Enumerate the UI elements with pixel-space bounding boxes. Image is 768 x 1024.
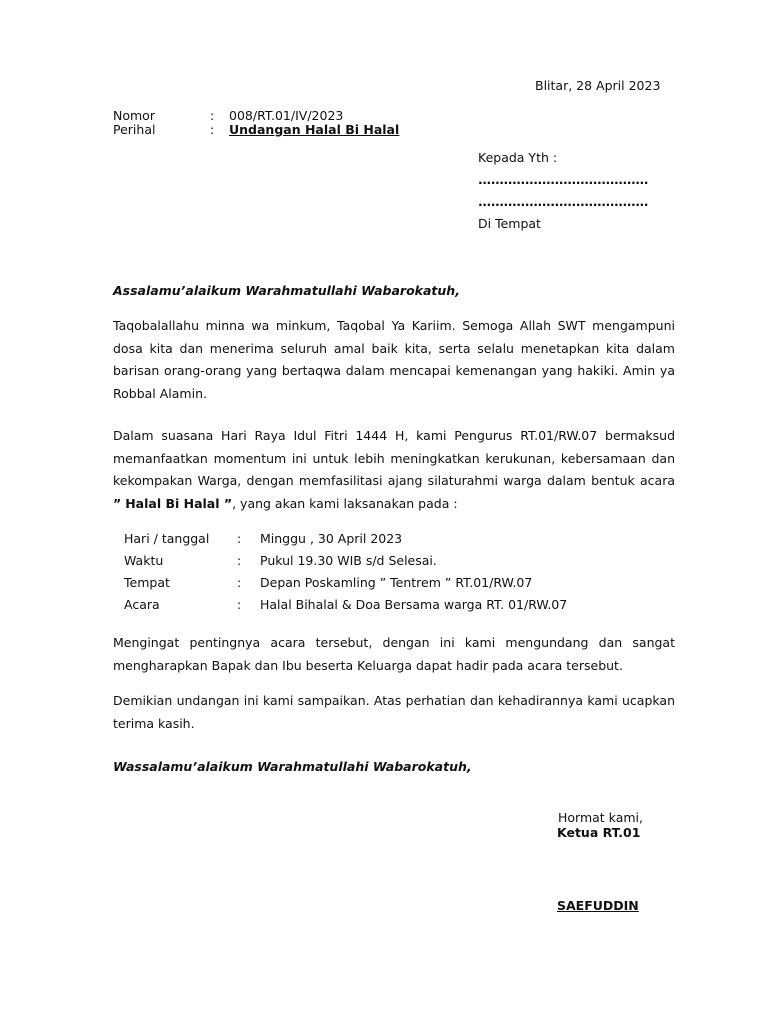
detail-value: Depan Poskamling ” Tentrem ” RT.01/RW.07: [260, 575, 533, 590]
place-date: Blitar, 28 April 2023: [535, 78, 661, 93]
signature-name: SAEFUDDIN: [557, 898, 639, 913]
detail-colon: :: [237, 531, 242, 546]
opening-greeting: Assalamu’alaikum Warahmatullahi Wabarokatuh,: [113, 283, 460, 298]
event-name: Halal Bi Halal ”: [125, 495, 233, 511]
paragraph-invitation: [113, 425, 675, 515]
paragraph-intro: Taqobalallahu minna wa minkum, Taqobal Ya Kariim. Semoga Allah SWT mengampuni dosa kita dan menerima seluruh amal baik kita, serta selalu menetapkan kita dalam barisan orang-orang yang bertaqwa dalam mencapai kemenangan yang hakiki. Amin ya Robbal Alamin.: [113, 318, 675, 401]
perihal-value: Undangan Halal Bi Halal: [229, 122, 400, 137]
detail-value: Minggu , 30 April 2023: [260, 531, 403, 546]
detail-label: Tempat: [124, 575, 170, 590]
detail-value: Halal Bihalal & Doa Bersama warga RT. 01/RW.07: [260, 597, 568, 612]
detail-label: Acara: [124, 597, 160, 612]
nomor-label: Nomor: [113, 108, 155, 123]
recipient-line-1: ........................................: [478, 172, 648, 187]
paragraph-request: Mengingat pentingnya acara tersebut, dengan ini kami mengundang dan sangat mengharapkan Bapak dan Ibu beserta Keluarga dapat hadir pada acara tersebut.: [113, 635, 675, 673]
invitation-text: Dalam suasana Hari Raya Idul Fitri 1444 H, kami Pengurus RT.01/RW.07 bermaksud memanfaatkan momentum ini untuk lebih meningkatkan kerukunan, kebersamaan dan kekompakan Warga, dengan memfasilitasi ajang silaturahmi warga dalam bentuk acara: [113, 428, 675, 488]
closing-greeting: Wassalamu’alaikum Warahmatullahi Wabarokatuh,: [113, 759, 472, 774]
perihal-colon: :: [210, 122, 215, 137]
signature-title: Ketua RT.01: [557, 825, 641, 840]
paragraph-closing: Demikian undangan ini kami sampaikan. Atas perhatian dan kehadirannya kami ucapkan terima kasih.: [113, 693, 675, 731]
nomor-colon: :: [210, 108, 215, 123]
detail-value: Pukul 19.30 WIB s/d Selesai.: [260, 553, 437, 568]
signature-regards: Hormat kami,: [558, 810, 643, 825]
event-quote-open: ”: [113, 495, 122, 511]
nomor-value: 008/RT.01/IV/2023: [229, 108, 344, 123]
recipient-line-2: ........................................: [478, 194, 648, 209]
detail-colon: :: [237, 597, 242, 612]
detail-colon: :: [237, 575, 242, 590]
recipient-to: Kepada Yth :: [478, 150, 558, 165]
perihal-label: Perihal: [113, 122, 156, 137]
recipient-place: Di Tempat: [478, 216, 541, 231]
invitation-tail: , yang akan kami laksanakan pada :: [232, 495, 458, 511]
detail-label: Waktu: [124, 553, 164, 568]
detail-label: Hari / tanggal: [124, 531, 210, 546]
detail-colon: :: [237, 553, 242, 568]
